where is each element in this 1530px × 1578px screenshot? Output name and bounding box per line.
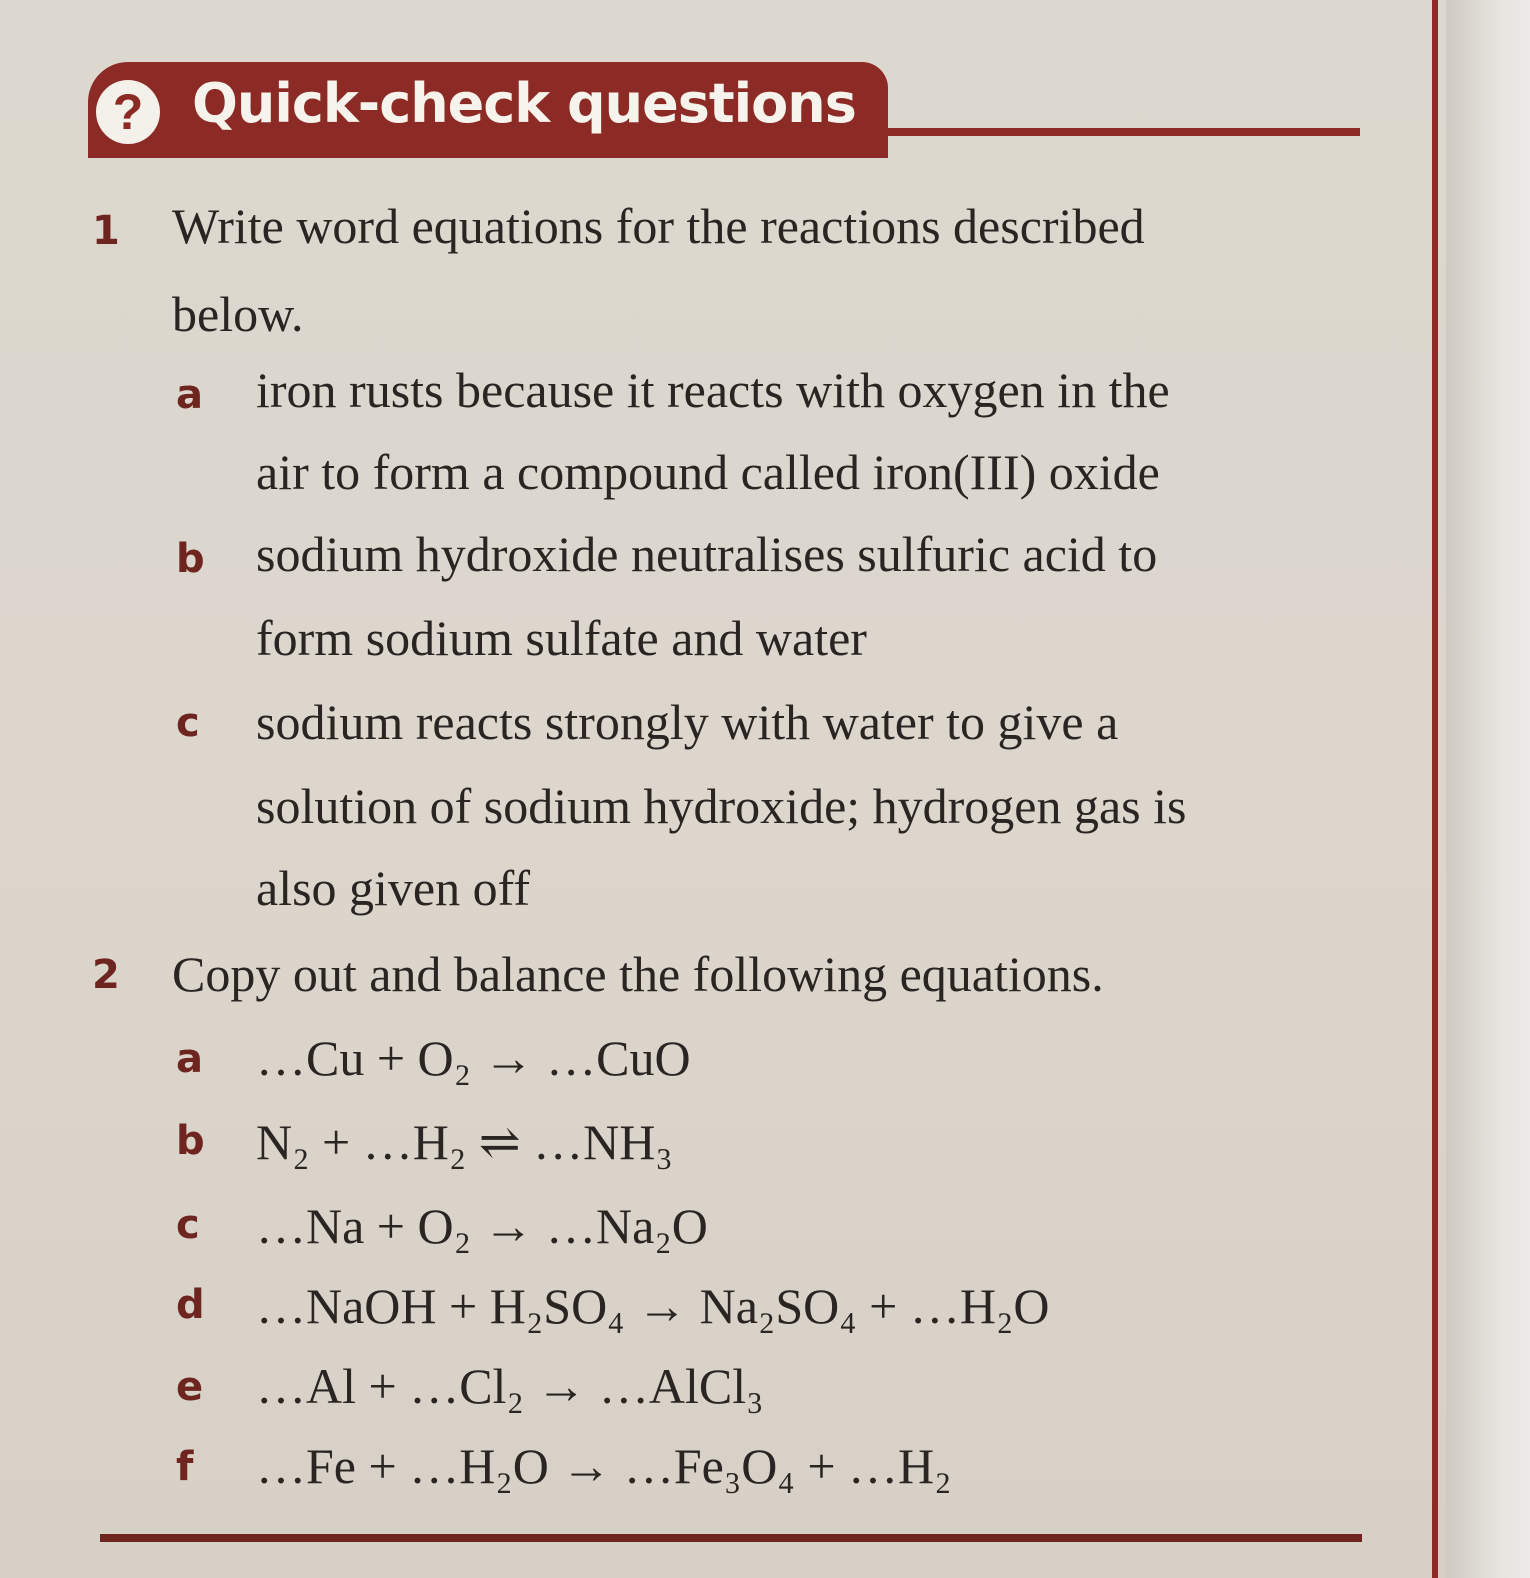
question-2-text: Copy out and balance the following equations. — [172, 946, 1104, 1002]
part-1b-line-2: form sodium sulfate and water — [256, 610, 867, 666]
question-1-text-line-1: Write word equations for the reactions described — [172, 198, 1145, 254]
part-1b-line-1: sodium hydroxide neutralises sulfuric acid to — [256, 526, 1158, 582]
part-letter-1a: a — [176, 372, 203, 418]
equation-letter-2f: f — [176, 1444, 194, 1490]
section-title: Quick-check questions — [192, 72, 856, 135]
equation-2f: …Fe + …H₂O → …Fe₃O₄ + …H₂ — [256, 1438, 952, 1494]
question-number-1: 1 — [92, 208, 120, 254]
question-number-2: 2 — [92, 952, 120, 998]
box-border-right — [1432, 0, 1438, 1578]
equation-letter-2b: b — [176, 1118, 205, 1164]
part-1c-line-2: solution of sodium hydroxide; hydrogen gas is — [256, 778, 1187, 834]
part-1a-line-1: iron rusts because it reacts with oxygen in the — [256, 362, 1170, 418]
equation-2d: …NaOH + H₂SO₄ → Na₂SO₄ + …H₂O — [256, 1278, 1050, 1334]
equation-letter-2a: a — [176, 1036, 203, 1082]
part-letter-1b: b — [176, 536, 205, 582]
part-1c-line-3: also given off — [256, 860, 531, 916]
equation-letter-2e: e — [176, 1364, 204, 1410]
equation-2b: N₂ + …H₂ ⇌ …NH₃ — [256, 1114, 673, 1170]
equation-2c: …Na + O₂ → …Na₂O — [256, 1198, 708, 1254]
part-letter-1c: c — [176, 700, 200, 746]
question-1-text-line-2: below. — [172, 286, 304, 342]
question-mark-icon: ? — [96, 80, 160, 144]
equation-2e: …Al + …Cl₂ → …AlCl₃ — [256, 1358, 764, 1414]
equation-letter-2c: c — [176, 1202, 200, 1248]
page-edge — [1446, 0, 1530, 1578]
part-1a-line-2: air to form a compound called iron(III) oxide — [256, 444, 1160, 500]
part-1c-line-1: sodium reacts strongly with water to give a — [256, 694, 1119, 750]
bottom-rule — [100, 1534, 1362, 1542]
equation-2a: …Cu + O₂ → …CuO — [256, 1030, 691, 1086]
equation-letter-2d: d — [176, 1282, 205, 1328]
